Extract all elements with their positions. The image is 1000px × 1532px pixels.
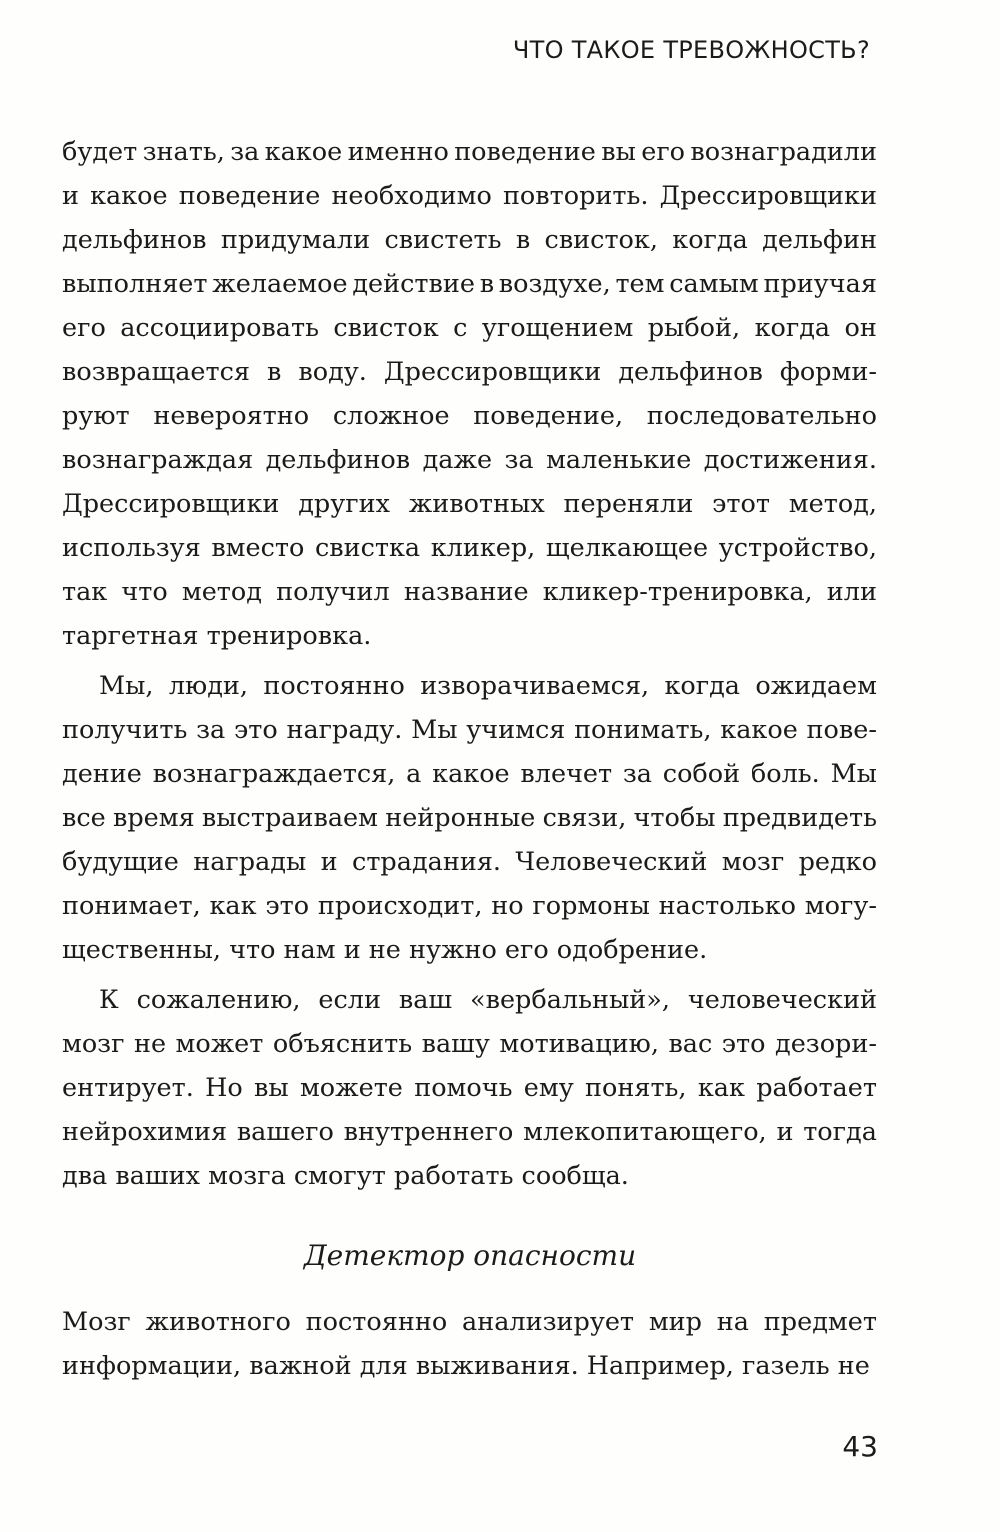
text-line: таргетная тренировка.	[62, 621, 372, 651]
section-body-text	[62, 1300, 877, 1388]
text-line: возвращается в воду. Дрессировщики дельфинов форми-	[62, 357, 877, 387]
text-line: вознаграждая дельфинов даже за маленькие достижения.	[62, 445, 877, 475]
text-line: Дрессировщики других животных переняли этот метод,	[62, 489, 877, 519]
paragraph	[62, 130, 877, 658]
text-line: дение вознаграждается, а какое влечет за собой боль. Мы	[62, 759, 877, 789]
paragraph	[62, 1300, 877, 1388]
text-line: К сожалению, если ваш «вербальный», человеческий	[99, 985, 877, 1015]
text-line: будущие награды и страдания. Человеческий мозг редко	[62, 847, 877, 877]
text-line: будет знать, за какое именно поведение вы его вознаградили	[62, 137, 877, 167]
text-line: щественны, что нам и не нужно его одобрение.	[62, 935, 708, 965]
text-line: нейрохимия вашего внутреннего млекопитающего, и тогда	[62, 1117, 877, 1147]
text-line: руют невероятно сложное поведение, последовательно	[62, 401, 877, 431]
text-line: так что метод получил название кликер-тренировка, или	[62, 577, 877, 607]
text-line: получить за это награду. Мы учимся понимать, какое пове-	[62, 715, 877, 745]
text-line: информации, важной для выживания. Например, газель не	[62, 1351, 870, 1381]
text-line: Мозг животного постоянно анализирует мир на предмет	[62, 1307, 877, 1337]
running-head: ЧТО ТАКОЕ ТРЕВОЖНОСТЬ?	[512, 36, 870, 64]
text-line: и какое поведение необходимо повторить. Дрессировщики	[62, 181, 877, 211]
text-line: Мы, люди, постоянно изворачиваемся, когда ожидаем	[99, 671, 877, 701]
text-line: дельфинов придумали свистеть в свисток, когда дельфин	[62, 225, 877, 255]
text-line: мозг не может объяснить вашу мотивацию, вас это дезори-	[62, 1029, 877, 1059]
text-line: два ваших мозга смогут работать сообща.	[62, 1161, 629, 1191]
text-line: выполняет желаемое действие в воздухе, тем самым приучая	[62, 269, 877, 299]
section-heading: Детектор опасности	[303, 1239, 637, 1272]
page-number: 43	[842, 1430, 878, 1463]
text-line: понимает, как это происходит, но гормоны настолько могу-	[62, 891, 877, 921]
paragraph	[62, 978, 877, 1198]
text-line: ентирует. Но вы можете помочь ему понять, как работает	[62, 1073, 877, 1103]
body-text	[62, 130, 877, 1198]
paragraph	[62, 664, 877, 972]
text-line: все время выстраиваем нейронные связи, чтобы предвидеть	[62, 803, 877, 833]
text-line: его ассоциировать свисток с угощением рыбой, когда он	[62, 313, 877, 343]
text-line: используя вместо свистка кликер, щелкающее устройство,	[62, 533, 877, 563]
